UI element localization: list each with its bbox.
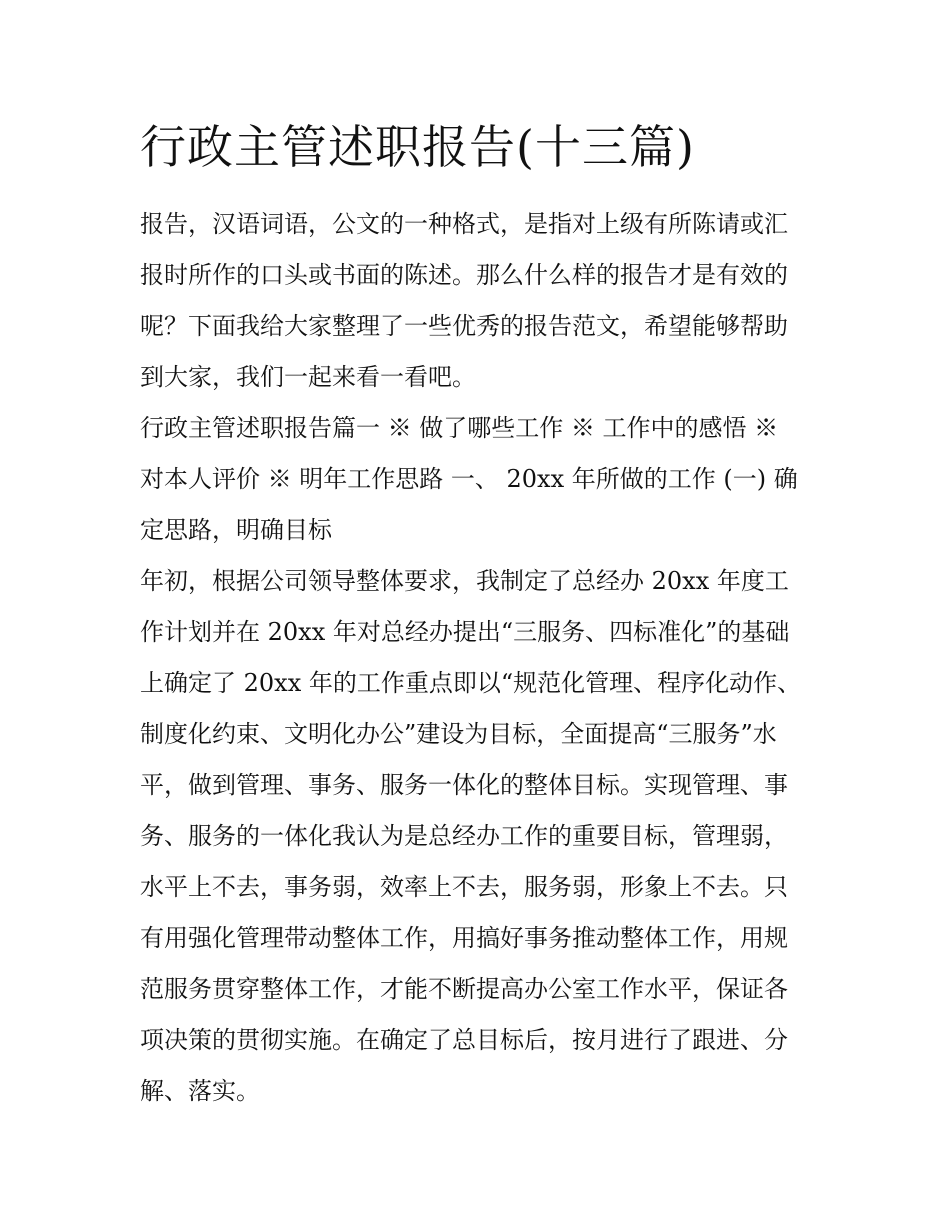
body-line: 年初，根据公司领导整体要求，我制定了总经办 20xx 年度工 — [140, 567, 789, 595]
intro-line: 到大家，我们一起来看一看吧。 — [140, 363, 476, 391]
body-line: 作计划并在 20xx 年对总经办提出“三服务、四标准化”的基础 — [140, 618, 790, 646]
body-line: 平，做到管理、事务、服务一体化的整体目标。实现管理、事 — [140, 771, 788, 799]
section-heading-paragraph — [140, 403, 810, 556]
body-line: 解、落实。 — [140, 1077, 260, 1105]
intro-line: 报时所作的口头或书面的陈述。那么什么样的报告才是有效的 — [140, 261, 788, 289]
body-line: 水平上不去，事务弱，效率上不去，服务弱，形象上不去。只 — [140, 873, 788, 901]
intro-line: 报告，汉语词语，公文的一种格式，是指对上级有所陈请或汇 — [140, 210, 788, 238]
body-line: 范服务贯穿整体工作，才能不断提高办公室工作水平，保证各 — [140, 975, 788, 1003]
intro-line: 呢？下面我给大家整理了一些优秀的报告范文，希望能够帮助 — [140, 312, 788, 340]
section-line: 定思路，明确目标 — [140, 516, 332, 544]
body-line: 有用强化管理带动整体工作，用搞好事务推动整体工作，用规 — [140, 924, 788, 952]
document-body — [140, 199, 810, 1117]
section-line: 对本人评价 ※ 明年工作思路 一、 20xx 年所做的工作 (一) 确 — [140, 465, 798, 493]
body-line: 上确定了 20xx 年的工作重点即以“规范化管理、程序化动作、 — [140, 669, 802, 697]
document-title: 行政主管述职报告(十三篇) — [140, 120, 695, 174]
body-line: 制度化约束、文明化办公”建设为目标，全面提高“三服务”水 — [140, 720, 777, 748]
section-line: 行政主管述职报告篇一 ※ 做了哪些工作 ※ 工作中的感悟 ※ — [140, 414, 779, 442]
body-paragraph — [140, 556, 810, 1117]
body-line: 务、服务的一体化我认为是总经办工作的重要目标，管理弱， — [140, 822, 788, 850]
intro-paragraph — [140, 199, 810, 403]
body-line: 项决策的贯彻实施。在确定了总目标后，按月进行了跟进、分 — [140, 1026, 788, 1054]
